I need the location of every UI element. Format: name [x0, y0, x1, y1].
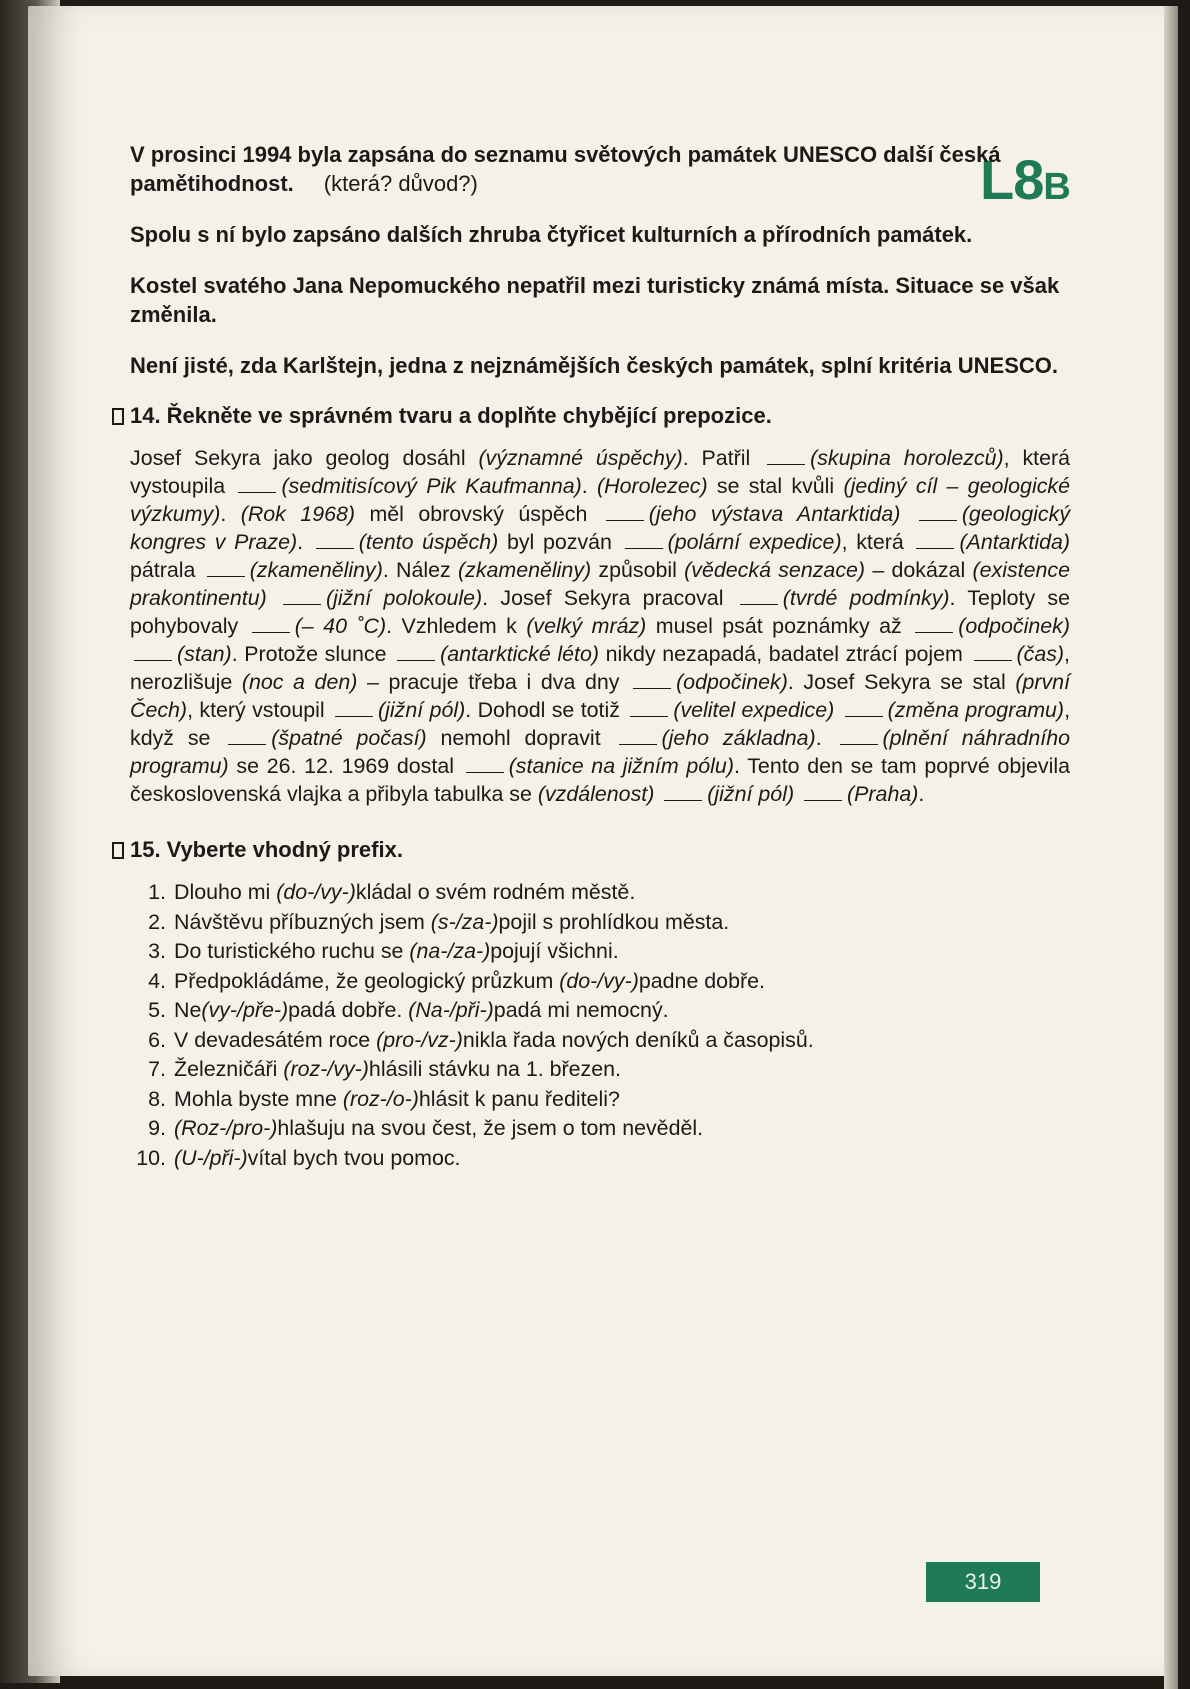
blank-field: [283, 604, 321, 605]
text-run: . Nález: [382, 558, 458, 582]
text-run: vítal bych tvou pomoc.: [247, 1145, 461, 1170]
text-run: nikdy nezapadá, badatel ztrácí pojem: [598, 642, 970, 666]
list-item: [130, 878, 1070, 908]
italic-hint: (– 40 ˚C): [294, 614, 387, 638]
text-run: , která: [841, 530, 913, 554]
checkbox-icon: [112, 408, 124, 425]
text-run: . Josef Sekyra se stal: [787, 670, 1016, 694]
blank-field: [804, 800, 842, 801]
list-item: [130, 996, 1070, 1026]
text-run: způsobil: [591, 558, 685, 582]
italic-hint: (významné úspěchy): [478, 446, 683, 470]
italic-hint: (první Čech): [130, 670, 1071, 722]
text-run: pojil s prohlídkou města.: [498, 909, 730, 934]
italic-hint: (Roz-/pro-): [174, 1116, 278, 1140]
italic-hint: (jeho základna): [661, 726, 816, 750]
list-item: [130, 908, 1070, 938]
text-run: .: [815, 726, 836, 750]
text-run: Ne: [174, 998, 202, 1022]
task-14-text: [130, 444, 1070, 808]
item-text: [174, 878, 635, 908]
italic-hint: (U-/při-): [174, 1145, 248, 1170]
item-text: [174, 1085, 620, 1115]
italic-hint: (s-/za-): [430, 909, 499, 934]
italic-hint: (noc a den): [241, 670, 358, 694]
list-item: [130, 937, 1070, 967]
item-text: [174, 1055, 621, 1085]
text-run: .: [918, 782, 925, 806]
list-item: [130, 1055, 1070, 1085]
italic-hint: (pro-/vz-): [376, 1027, 463, 1052]
intro-paragraph-3: Kostel svatého Jana Nepomuckého nepatřil mezi turisticky známá místa. Situace se však změnila.: [130, 273, 1060, 327]
italic-hint: (na-/za-): [409, 939, 491, 963]
page-edge: [1164, 6, 1178, 1689]
text-run: padá dobře.: [288, 998, 409, 1022]
text-run: , když se: [130, 698, 1071, 750]
italic-hint: (antarktické léto): [440, 642, 599, 666]
item-number: 7.: [148, 1057, 166, 1081]
intro-paragraph-1: [130, 140, 1070, 198]
italic-hint: (velitel expedice): [673, 698, 835, 722]
blank-field: [466, 772, 504, 773]
intro-paragraph-4: Není jisté, zda Karlštejn, jedna z nejznámějších českých památek, splní kritéria UNESCO.: [130, 353, 1059, 378]
text-run: musel psát poznámky až: [646, 614, 912, 638]
blank-field: [397, 660, 435, 661]
italic-hint: (zkameněliny): [458, 558, 592, 582]
italic-hint: (odpočinek): [676, 670, 788, 694]
italic-hint: (sedmitisícový Pik Kaufmanna): [281, 474, 582, 498]
italic-hint: (stanice na jižním pólu): [508, 754, 734, 778]
text-run: .: [220, 502, 241, 526]
text-run: – pracuje třeba i dva dny: [357, 670, 630, 694]
text-run: [834, 698, 840, 722]
item-number: 4.: [148, 968, 166, 993]
text-run: kládal o svém rodném městě.: [355, 880, 636, 904]
list-item: [130, 1085, 1070, 1115]
list-item: [130, 1026, 1070, 1056]
italic-hint: (roz-/o-): [342, 1086, 419, 1111]
italic-hint: (Horolezec): [597, 474, 708, 498]
text-run: . Vzhledem k: [386, 614, 527, 638]
text-run: nikla řada nových deníků a časopisů.: [462, 1027, 814, 1052]
text-run: . Tento den se tam poprvé objevila československá vlajka a přibyla tabulka se: [130, 754, 1070, 806]
italic-hint: (do-/vy-): [276, 880, 356, 904]
item-number: 10.: [136, 1145, 166, 1170]
item-number: 1.: [148, 880, 166, 904]
italic-hint: (odpočinek): [958, 614, 1070, 638]
intro-paragraph-2: Spolu s ní bylo zapsáno dalších zhruba čtyřicet kulturních a přírodních památek.: [130, 222, 973, 247]
list-item: [130, 1114, 1070, 1144]
text-run: Mohla byste mne: [174, 1086, 343, 1111]
blank-field: [767, 464, 805, 465]
text-run: , která vystoupila: [130, 446, 1070, 498]
italic-hint: (vy-/pře-): [201, 998, 289, 1022]
item-number: 5.: [148, 998, 166, 1022]
checkbox-icon: [112, 842, 124, 859]
blank-field: [916, 548, 954, 549]
task-14-heading: [112, 402, 1070, 430]
task-15-title: Vyberte vhodný prefix.: [166, 837, 403, 862]
item-text: [174, 996, 669, 1026]
text-run: . Josef Sekyra pracoval: [482, 586, 736, 610]
text-run: byl pozván: [498, 530, 621, 554]
blank-field: [252, 632, 290, 633]
italic-hint: (jeho výstava Antarktida): [648, 502, 901, 526]
text-run: , nerozlišuje: [130, 642, 1070, 694]
item-text: [174, 908, 729, 938]
item-number: 2.: [148, 909, 166, 934]
text-run: .: [297, 530, 312, 554]
italic-hint: (tvrdé podmínky): [782, 586, 950, 610]
italic-hint: (polární expedice): [667, 530, 842, 554]
italic-hint: (vzdálenost): [537, 782, 655, 806]
italic-hint: (stan): [177, 642, 232, 666]
text-run: . Protože slunce: [231, 642, 394, 666]
blank-field: [915, 632, 953, 633]
text-run: . Patřil: [682, 446, 764, 470]
blank-field: [630, 716, 668, 717]
intro-paragraph-1-text: V prosinci 1994 byla zapsána do seznamu světových památek UNESCO další česká pamětihodnost.: [130, 142, 1001, 196]
blank-field: [335, 716, 373, 717]
text-run: V devadesátém roce: [174, 1027, 377, 1052]
item-text: [174, 1114, 703, 1144]
intro-section: [130, 140, 1070, 380]
item-text: [174, 937, 619, 967]
italic-hint: (plnění náhradního programu): [130, 726, 1071, 778]
blank-field: [840, 744, 878, 745]
blank-field: [974, 660, 1012, 661]
blank-field: [664, 800, 702, 801]
italic-hint: (tento úspěch): [358, 530, 499, 554]
italic-hint: (změna programu): [887, 698, 1065, 722]
page-number: 319: [926, 1562, 1040, 1602]
lesson-badge-sub: B: [1043, 166, 1070, 208]
italic-hint: (jižní polokoule): [326, 586, 483, 610]
text-run: . Teploty se pohybovaly: [130, 586, 1070, 638]
item-text: [174, 1144, 460, 1174]
text-run: padá mi nemocný.: [493, 998, 669, 1022]
blank-field: [625, 548, 663, 549]
text-run: Návštěvu příbuzných jsem: [174, 909, 431, 934]
item-number: 8.: [148, 1086, 166, 1111]
text-run: Do turistického ruchu se: [174, 939, 410, 963]
text-run: hlásili stávku na 1. březen.: [368, 1057, 621, 1081]
text-run: nemohl dopravit: [426, 726, 615, 750]
blank-field: [228, 744, 266, 745]
blank-field: [919, 520, 957, 521]
blank-field: [845, 716, 883, 717]
italic-hint: (špatné počasí): [271, 726, 427, 750]
text-run: .: [581, 474, 598, 498]
italic-hint: (velký mráz): [526, 614, 647, 638]
italic-hint: (vědecká senzace): [684, 558, 866, 582]
text-run: měl obrovský úspěch: [355, 502, 602, 526]
text-run: [794, 782, 800, 806]
intro-question: (která? důvod?): [323, 171, 478, 196]
task-15-heading: [112, 836, 1070, 864]
text-run: hlásit k panu řediteli?: [418, 1086, 620, 1111]
item-number: 9.: [148, 1116, 166, 1140]
italic-hint: (Praha): [847, 782, 919, 806]
task-14-number: 14.: [130, 403, 161, 428]
item-number: 3.: [148, 939, 166, 963]
list-item: [130, 967, 1070, 997]
text-run: Dlouho mi: [174, 880, 277, 904]
task-15-list: [130, 878, 1070, 1173]
italic-hint: (jižní pól): [378, 698, 466, 722]
text-run: Předpokládáme, že geologický průzkum: [174, 968, 560, 993]
italic-hint: (Rok 1968): [240, 502, 356, 526]
italic-hint: (skupina horolezců): [810, 446, 1004, 470]
text-run: Josef Sekyra jako geolog dosáhl: [130, 446, 479, 470]
italic-hint: (čas): [1016, 642, 1065, 666]
blank-field: [606, 520, 644, 521]
text-run: pátrala: [130, 558, 203, 582]
text-run: , který vstoupil: [187, 698, 332, 722]
italic-hint: (existence prakontinentu): [130, 558, 1070, 610]
blank-field: [619, 744, 657, 745]
blank-field: [238, 492, 276, 493]
item-text: [174, 967, 765, 997]
text-run: [900, 502, 914, 526]
item-number: 6.: [148, 1027, 166, 1052]
italic-hint: (roz-/vy-): [283, 1057, 369, 1081]
task-14-title: Řekněte ve správném tvaru a doplňte chybějící prepozice.: [166, 403, 772, 428]
text-run: se stal kvůli: [707, 474, 844, 498]
lesson-badge-main: L8: [980, 148, 1044, 211]
text-run: . Dohodl se totiž: [465, 698, 627, 722]
item-text: [174, 1026, 814, 1056]
page-content: [130, 140, 1070, 1173]
italic-hint: (do-/vy-): [559, 968, 639, 993]
blank-field: [633, 688, 671, 689]
italic-hint: (jižní pól): [707, 782, 795, 806]
text-run: hlašuju na svou čest, že jsem o tom nevěděl.: [277, 1116, 704, 1140]
italic-hint: (Antarktida): [959, 530, 1070, 554]
text-run: se 26. 12. 1969 dostal: [228, 754, 462, 778]
text-run: Železničáři: [174, 1057, 284, 1081]
blank-field: [740, 604, 778, 605]
italic-hint: (jediný cíl – geologické výzkumy): [130, 474, 1070, 526]
text-run: padne dobře.: [638, 968, 765, 993]
task-15-number: 15.: [130, 837, 161, 862]
text-run: pojují všichni.: [490, 939, 619, 963]
text-run: [654, 782, 660, 806]
blank-field: [207, 576, 245, 577]
blank-field: [316, 548, 354, 549]
text-run: – dokázal: [865, 558, 973, 582]
list-item: [130, 1144, 1070, 1174]
blank-field: [134, 660, 172, 661]
italic-hint: (zkameněliny): [249, 558, 383, 582]
italic-hint: (Na-/při-): [408, 998, 494, 1022]
italic-hint: (geologický kongres v Praze): [130, 502, 1071, 554]
text-run: [267, 586, 279, 610]
